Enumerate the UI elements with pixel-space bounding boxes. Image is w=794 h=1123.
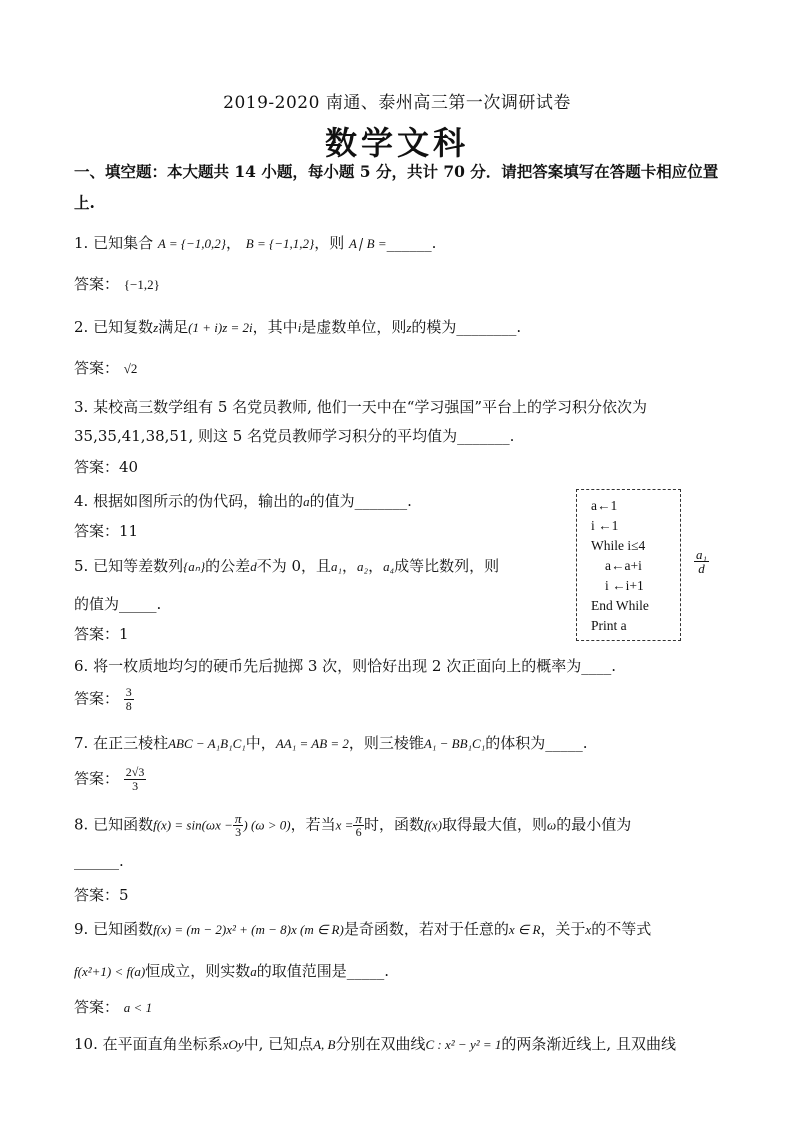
answer-9: 答案： a < 1 [74, 998, 153, 1016]
exam-header: 2019-2020 南通、泰州高三第一次调研试卷 [223, 93, 571, 113]
question-3-line1: 3. 某校高三数学组有 5 名党员教师, 他们一天中在“学习强国”平台上的学习积分依次为 [74, 398, 648, 416]
answer-6-fraction: $\frac{3}{8}$ [125, 685, 132, 713]
answer-8: 答案：5 [74, 886, 129, 904]
question-10: 10. 在平面直角坐标系xOy中, 已知点A, B分别在双曲线C : x² − y² = 1的两条渐近线上, 且双曲线 [74, 1035, 676, 1053]
question-9: 9. 已知函数f(x) = (m − 2)x² + (m − 8)x (m ∈ R)是奇函数，若对于任意的x ∈ R，关于x的不等式 [74, 920, 652, 938]
code-line: Print a [591, 618, 627, 633]
answer-7: 答案： $\frac{2√3}{3}$ [74, 765, 145, 793]
code-line: a←a+i [605, 558, 642, 573]
fraction-a1-over-d: $\frac{\text{a₁}}{d}$ [696, 547, 708, 576]
question-4: 4. 根据如图所示的伪代码，输出的a的值为_______. [74, 492, 412, 510]
question-6: 6. 将一枚质地均匀的硬币先后抛掷 3 次，则恰好出现 2 次正面向上的概率为____. [74, 657, 617, 675]
code-line: i ←1 [591, 518, 619, 533]
answer-5: 答案：1 [74, 625, 129, 643]
code-line: i ←i+1 [605, 578, 644, 593]
code-line: a←1 [591, 498, 618, 513]
code-line: End While [591, 598, 649, 613]
question-1: 1. 已知集合 A = {−1,0,2}， B = {−1,1,2}，则 A∣ B =______. [74, 234, 437, 252]
question-9-line2: f(x²+1) < f(a)恒成立，则实数a的取值范围是_____. [74, 962, 390, 980]
question-8: 8. 已知函数f(x) = sin(ωx − $\frac{\pi}{3}$ ) (ω > 0)，若当x = $\frac{\pi}{6}$ 时，函数f(x)取得最大值，则ω的最小值为 [74, 811, 632, 839]
answer-7-fraction: $\frac{2√3}{3}$ [125, 765, 145, 793]
question-5-line2: 的值为_____. [74, 595, 162, 613]
pi-over-6: $\frac{\pi}{6}$ [355, 811, 362, 839]
question-3-line2: 35,35,41,38,51, 则这 5 名党员教师学习积分的平均值为_______. [74, 427, 515, 445]
code-line: While i≤4 [591, 538, 646, 553]
answer-1: 答案： {−1,2} [74, 275, 160, 293]
question-7: 7. 在正三棱柱ABC − A₁B₁C₁中，AA₁ = AB = 2，则三棱锥A₁ − BB₁C₁的体积为_____. [74, 734, 588, 752]
answer-2: 答案： √2 [74, 359, 138, 377]
answer-3: 答案：40 [74, 458, 139, 476]
pseudocode-box [576, 489, 681, 641]
answer-4: 答案：11 [74, 522, 139, 540]
section-heading-cont: 上. [74, 193, 95, 212]
exam-title: 数学文科 [324, 124, 469, 162]
question-2: 2. 已知复数z满足(1 + i)z = 2i，其中i是虚数单位，则z的模为________. [74, 318, 522, 336]
section-heading: 一、填空题：本大题共 14 小题，每小题 5 分，共计 70 分．请把答案填写在答题卡相应位置 [74, 162, 719, 181]
answer-6: 答案： $\frac{3}{8}$ [74, 685, 132, 713]
question-8-line2: ______. [74, 852, 124, 870]
question-5: 5. 已知等差数列{aₙ}的公差d不为 0，且a₁，a₂，a₄成等比数列，则 [74, 557, 500, 575]
pi-over-3: $\frac{\pi}{3}$ [234, 811, 242, 839]
